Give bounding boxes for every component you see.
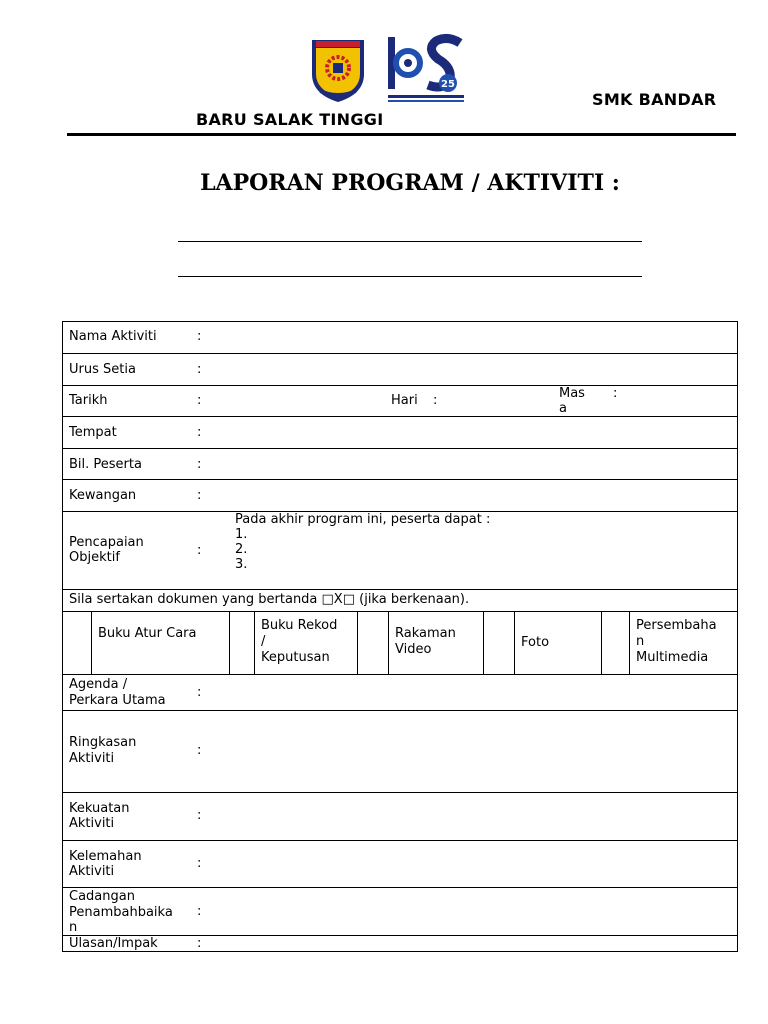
- row-kekuatan-aktiviti[interactable]: [63, 793, 737, 841]
- label-ringkasan-line2: Aktiviti: [69, 751, 115, 766]
- label-agenda-line1: Agenda /: [69, 677, 128, 692]
- page-title: LAPORAN PROGRAM / AKTIVITI :: [200, 170, 620, 196]
- cell-buku-rekod: [255, 612, 358, 674]
- colon: :: [613, 386, 618, 401]
- label-hari: Hari: [391, 393, 418, 408]
- label-pencapaian-line2: Objektif: [69, 550, 120, 565]
- row-kewangan[interactable]: [63, 480, 737, 512]
- checkbox-buku-atur-cara[interactable]: [63, 612, 92, 674]
- label-buku-rekod-line2: /: [261, 634, 266, 649]
- label-tarikh: Tarikh: [69, 393, 108, 408]
- row-pencapaian-objektif[interactable]: [63, 512, 737, 590]
- title-blank-line-2[interactable]: [178, 276, 642, 277]
- label-foto: Foto: [521, 635, 550, 650]
- cell-foto: [515, 612, 602, 674]
- label-kelemahan-line2: Aktiviti: [69, 864, 115, 879]
- dokumen-note: Sila sertakan dokumen yang bertanda □X□ (jika berkenaan).: [69, 592, 470, 607]
- label-persembahan-line3: Multimedia: [636, 650, 709, 665]
- header-divider: [67, 133, 736, 136]
- colon: :: [197, 904, 202, 919]
- row-cadangan-penambahbaikan[interactable]: [63, 888, 737, 936]
- row-urus-setia[interactable]: [63, 354, 737, 386]
- label-kekuatan-line1: Kekuatan: [69, 801, 130, 816]
- row-ringkasan-aktiviti[interactable]: [63, 711, 737, 793]
- label-rakaman-line1: Rakaman: [395, 626, 456, 641]
- colon: :: [197, 393, 202, 408]
- colon: :: [197, 685, 202, 700]
- objektif-intro: Pada akhir program ini, peserta dapat :: [235, 512, 491, 527]
- label-persembahan-line1: Persembaha: [636, 618, 717, 633]
- checkbox-foto[interactable]: [484, 612, 515, 674]
- label-masa-line2: a: [559, 401, 567, 416]
- colon: :: [197, 425, 202, 440]
- row-dokumen-checklist: [63, 612, 737, 675]
- label-cadangan-line1: Cadangan: [69, 889, 135, 904]
- checkbox-rakaman-video[interactable]: [358, 612, 389, 674]
- label-buku-rekod-line1: Buku Rekod: [261, 618, 338, 633]
- label-buku-atur-cara: Buku Atur Cara: [98, 626, 197, 641]
- program-logo: [386, 33, 466, 105]
- row-dokumen-note: [63, 590, 737, 612]
- label-kelemahan-line1: Kelemahan: [69, 849, 142, 864]
- report-form: [62, 321, 738, 952]
- cell-rakaman-video: [389, 612, 484, 674]
- row-kelemahan-aktiviti[interactable]: [63, 841, 737, 888]
- checkbox-buku-rekod[interactable]: [230, 612, 255, 674]
- colon: :: [197, 329, 202, 344]
- objektif-item-1: 1.: [235, 527, 248, 542]
- label-persembahan-line2: n: [636, 634, 645, 649]
- colon: :: [197, 936, 202, 951]
- label-ringkasan-line1: Ringkasan: [69, 735, 137, 750]
- cell-persembahan-multimedia: [630, 612, 737, 674]
- row-bil-peserta[interactable]: [63, 449, 737, 480]
- row-tarikh[interactable]: [63, 386, 737, 417]
- row-tempat[interactable]: [63, 417, 737, 449]
- logo-25-text: 25: [441, 79, 455, 90]
- label-tempat: Tempat: [69, 425, 117, 440]
- school-name-left: BARU SALAK TINGGI: [196, 110, 384, 129]
- objektif-item-3: 3.: [235, 557, 248, 572]
- colon: :: [197, 488, 202, 503]
- label-pencapaian-line1: Pencapaian: [69, 535, 144, 550]
- label-cadangan-line2: Penambahbaika: [69, 905, 173, 920]
- objektif-item-2: 2.: [235, 542, 248, 557]
- label-ulasan-impak: Ulasan/Impak: [69, 936, 158, 951]
- colon: :: [197, 743, 202, 758]
- school-name-right: SMK BANDAR: [592, 90, 717, 109]
- row-nama-aktiviti[interactable]: [63, 322, 737, 354]
- title-blank-line-1[interactable]: [178, 241, 642, 242]
- label-bil-peserta: Bil. Peserta: [69, 457, 142, 472]
- colon: :: [197, 808, 202, 823]
- row-ulasan-impak[interactable]: [63, 936, 737, 952]
- label-kewangan: Kewangan: [69, 488, 137, 503]
- label-masa-line1: Mas: [559, 386, 585, 401]
- colon: :: [197, 457, 202, 472]
- checkbox-persembahan[interactable]: [602, 612, 630, 674]
- row-agenda[interactable]: [63, 675, 737, 711]
- label-rakaman-line2: Video: [395, 642, 432, 657]
- label-buku-rekod-line3: Keputusan: [261, 650, 330, 665]
- label-urus-setia: Urus Setia: [69, 362, 136, 377]
- school-crest-logo: [308, 38, 368, 104]
- colon: :: [197, 856, 202, 871]
- label-kekuatan-line2: Aktiviti: [69, 816, 115, 831]
- colon: :: [197, 362, 202, 377]
- label-agenda-line2: Perkara Utama: [69, 693, 166, 708]
- label-cadangan-line3: n: [69, 920, 78, 935]
- colon: :: [197, 543, 202, 558]
- label-nama-aktiviti: Nama Aktiviti: [69, 329, 157, 344]
- cell-buku-atur-cara: [92, 612, 230, 674]
- colon: :: [433, 393, 438, 408]
